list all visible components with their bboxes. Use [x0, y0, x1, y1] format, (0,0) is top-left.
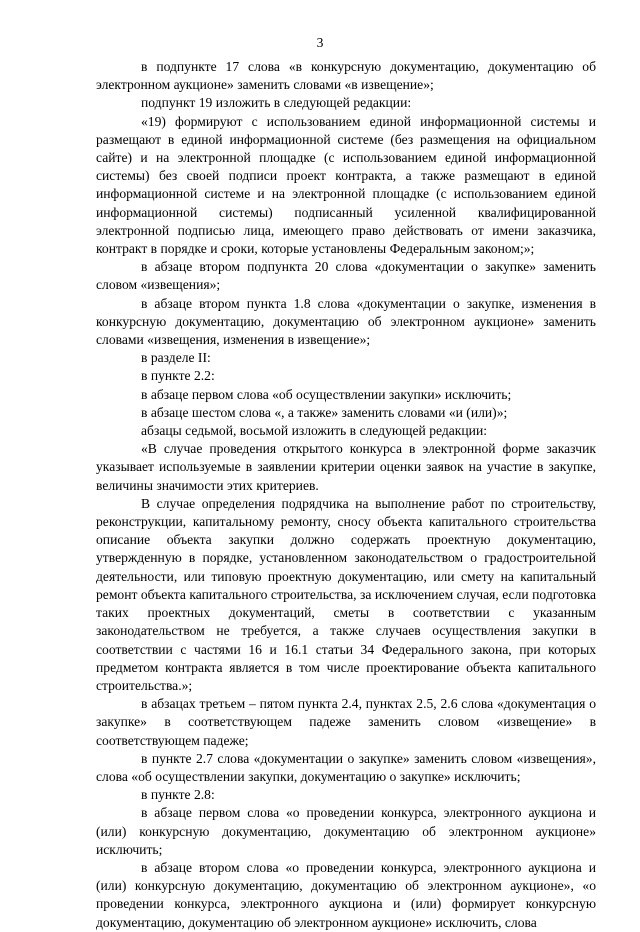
paragraph: в разделе II:	[141, 350, 211, 366]
paragraph: в абзаце шестом слова «, а также» заменить словами «и (или)»;	[141, 404, 508, 420]
paragraph: «19) формируют с использованием единой информационной системы и размещают в единой информационной системе (без размещения на официальном сайте) и на электронной площадке (с использованием единой информационной системы) без своей подписи проект контракта, а также размещают в единой информационной системе и на электронной площадке (с использованием единой информационной системы) подписанный усиленной квалифицированной электронной подписью лица, имеющего право действовать от имени заказчика, контракт в порядке и сроки, которые установлены Федеральным законом;»;	[96, 113, 596, 257]
paragraph: в пункте 2.7 слова «документации о закупке» заменить словом «извещения», слова «об осуществлении закупки, документацию о закупке» исключить;	[96, 750, 596, 784]
paragraph: абзацы седьмой, восьмой изложить в следующей редакции:	[141, 423, 487, 439]
paragraph: в абзаце втором пункта 1.8 слова «документации о закупке, изменения в конкурсную документацию, документацию об электронном аукционе» заменить словами «извещения, изменения в извещение»;	[96, 295, 596, 348]
paragraph: в абзаце первом слова «об осуществлении закупки» исключить;	[141, 386, 512, 402]
paragraph: в абзаце втором слова «о проведении конкурса, электронного аукциона и (или) конкурсную документацию, документацию об электронном аукционе», «о проведении конкурса, электронного аукциона и (или) формирует конкурсную документацию, документацию об электронном аукционе» исключить, слова	[96, 859, 596, 930]
page-number: 3	[316, 35, 324, 50]
paragraph: в абзаце первом слова «о проведении конкурса, электронного аукциона и (или) конкурсную документацию, документацию об электронном аукционе» исключить;	[96, 805, 596, 857]
paragraph: «В случае проведения открытого конкурса в электронной форме заказчик указывает используемые в заявлении критерии оценки заявок на участие в закупке, величины значимости этих критериев.	[96, 441, 596, 493]
document-body	[96, 58, 596, 932]
paragraph: в абзацах третьем – пятом пункта 2.4, пунктах 2.5, 2.6 слова «документация о закупке» в соответствующем падеже заменить словом «извещение» в соответствующем падеже;	[96, 696, 596, 748]
paragraph: подпункт 19 изложить в следующей редакции:	[141, 95, 412, 111]
paragraph: В случае определения подрядчика на выполнение работ по строительству, реконструкции, капитальному ремонту, сносу объекта капитального строительства описание объекта закупки должно содержать проектную документацию, утвержденную в порядке, установленном законодательством о градостроительной деятельности, или типовую проектную документацию, или смету на капитальный ремонт объекта капитального строительства, за исключением случая, если подготовка таких проектных документаций, сметы в соответствии с указанным законодательством не требуется, а также случаев осуществления закупки в соответствии с частями 16 и 16.1 статьи 34 Федерального закона, при которых предметом контракта является в том числе проектирование объекта капитального строительства.»;	[96, 495, 596, 693]
paragraph: в абзаце втором подпункта 20 слова «документации о закупке» заменить словом «извещения»;	[96, 259, 596, 293]
paragraph: в подпункте 17 слова «в конкурсную документацию, документацию об электронном аукционе» заменить словами «в извещение»;	[96, 59, 596, 93]
paragraph: в пункте 2.8:	[141, 787, 215, 803]
paragraph: в пункте 2.2:	[141, 368, 215, 384]
